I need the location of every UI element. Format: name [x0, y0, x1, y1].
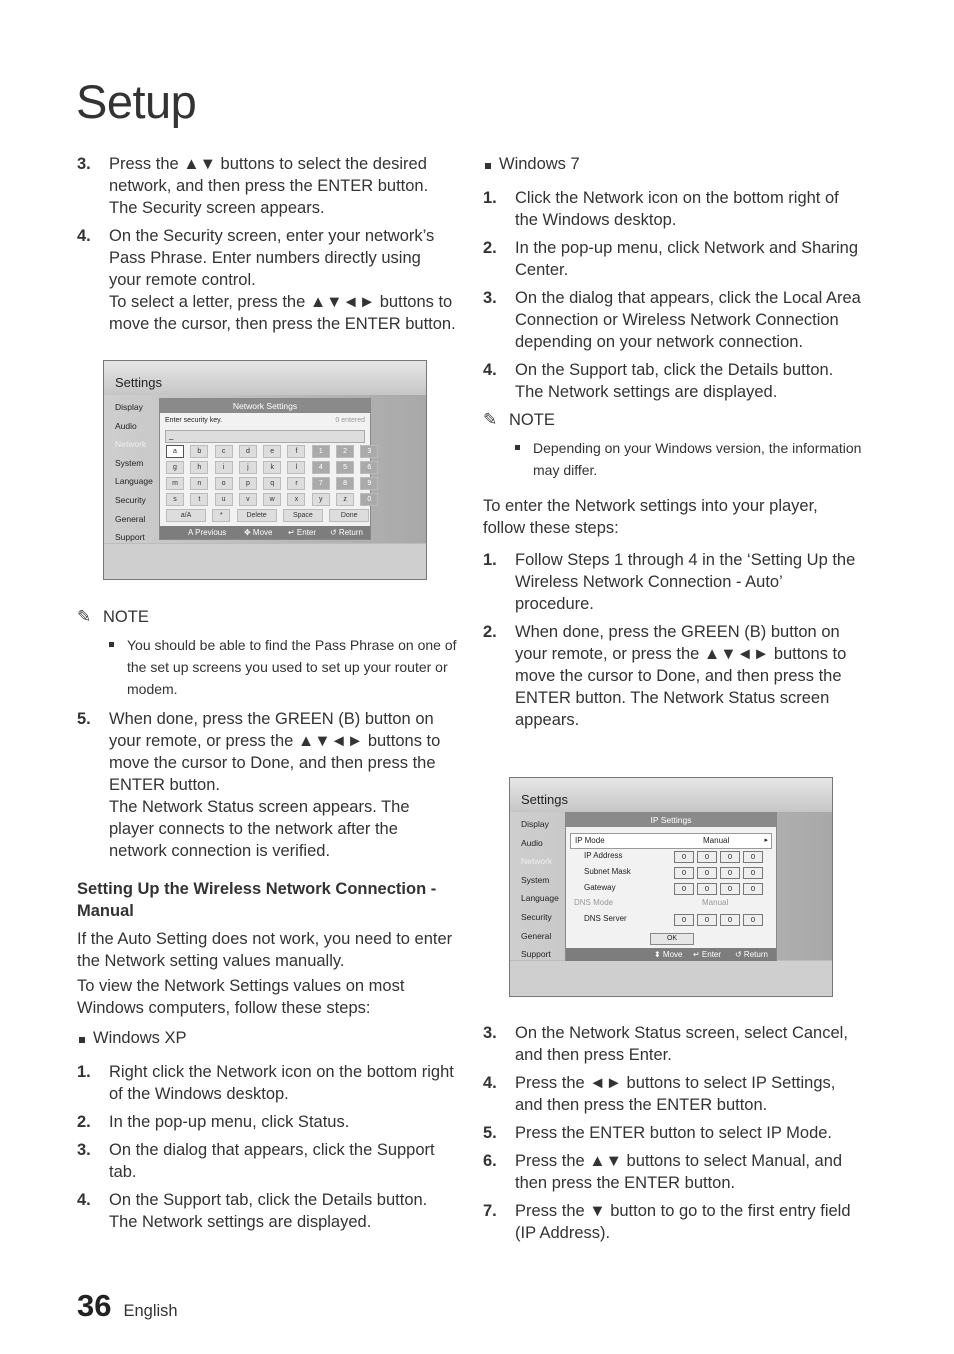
bullet-square-icon [109, 642, 114, 647]
note-heading [483, 409, 863, 431]
subnet-mask-octet[interactable]: 0 [697, 867, 717, 879]
paragraph: To enter the Network settings into your player, follow these steps: [483, 497, 818, 537]
key[interactable]: p [239, 477, 257, 490]
menu-item-general[interactable]: General [115, 513, 146, 524]
step-text: On the dialog that appears, click the Support tab. [109, 1141, 435, 1181]
gateway-octet[interactable]: 0 [697, 883, 717, 895]
network-settings-screenshot [103, 360, 427, 580]
security-key-input[interactable]: _ [165, 430, 365, 443]
bullet-square-icon [515, 445, 520, 450]
key[interactable]: w [263, 493, 281, 506]
enter-hint: ↵ Enter [693, 950, 722, 959]
menu-item-audio[interactable]: Audio [115, 420, 137, 431]
step-number: 4. [483, 1074, 497, 1092]
right-column-lower [483, 1022, 863, 1250]
right-column [483, 153, 863, 737]
dns-server-label: DNS Server [584, 914, 627, 923]
step-c-7 [483, 1200, 863, 1244]
dialog-footer [160, 526, 370, 539]
key[interactable]: o [215, 477, 233, 490]
note-item [109, 634, 457, 700]
gateway-octet[interactable]: 0 [743, 883, 763, 895]
paragraph: If the Auto Setting does not work, you need to enter the Network setting values manually. [77, 930, 453, 970]
step-text: When done, press the GREEN (B) button on your remote, or press the ▲▼◄► buttons to move the cursor to Done, and then press the ENTER button. [109, 710, 441, 794]
xp-step-3 [77, 1139, 457, 1183]
step-text: When done, press the GREEN (B) button on your remote, or press the ▲▼◄► buttons to move the cursor to Done, and then press the ENTER button. The Network Status screen appears. [515, 623, 847, 729]
menu-item-display[interactable]: Display [521, 819, 549, 829]
dns-mode-label: DNS Mode [574, 898, 614, 907]
menu-item-network[interactable]: Network [115, 439, 147, 450]
screen-header-title: Settings [521, 792, 568, 807]
screen-header [104, 361, 426, 395]
step-b-2 [483, 621, 863, 731]
key[interactable]: 0 [360, 493, 378, 506]
step-number: 3. [77, 1141, 91, 1159]
note-text: Depending on your Windows version, the information may differ. [533, 440, 862, 478]
done-key[interactable]: Done [329, 509, 369, 522]
bullet-text: Windows XP [93, 1029, 187, 1047]
step-number: 5. [77, 710, 91, 728]
screen-main [104, 395, 426, 543]
step-text: On the Security screen, enter your network’s Pass Phrase. Enter numbers directly using your remote control. [109, 227, 435, 289]
left-column-lower [77, 600, 457, 1239]
key[interactable]: b [190, 445, 208, 458]
screen-header-title: Settings [115, 375, 162, 390]
key[interactable]: v [239, 493, 257, 506]
enter-hint: ↵ Enter [288, 528, 317, 537]
dialog-title: IP Settings [566, 813, 776, 827]
step-text: On the dialog that appears, click the Local Area Connection or Wireless Network Connection depending on your network connection. [515, 289, 861, 351]
settings-menu [115, 402, 153, 551]
page-number: 36 [77, 1288, 112, 1323]
key[interactable]: i [215, 461, 233, 474]
return-hint: ↺ Return [735, 950, 768, 959]
step-number: 4. [77, 1191, 91, 1209]
key[interactable]: h [190, 461, 208, 474]
page-title: Setup [76, 75, 197, 128]
menu-item-display[interactable]: Display [115, 402, 143, 412]
ip-address-row [570, 849, 772, 863]
step-4 [77, 225, 457, 335]
return-hint: ↺ Return [330, 528, 363, 537]
key[interactable]: z [336, 493, 354, 506]
dns-server-octet[interactable]: 0 [674, 914, 694, 926]
menu-item-security[interactable]: Security [115, 494, 146, 505]
menu-item-language[interactable]: Language [521, 893, 559, 904]
network-settings-dialog [159, 398, 371, 540]
step-text: On the Support tab, click the Details button. The Network settings are displayed. [515, 361, 834, 401]
key[interactable]: 4 [312, 461, 330, 474]
gateway-octet[interactable]: 0 [720, 883, 740, 895]
ip-address-octet[interactable]: 0 [697, 851, 717, 863]
xp-step-1 [77, 1061, 457, 1105]
bullet-square-icon [485, 163, 491, 169]
key[interactable]: f [287, 445, 305, 458]
key[interactable]: 8 [336, 477, 354, 490]
step-text: Click the Network icon on the bottom right of the Windows desktop. [515, 189, 839, 229]
dialog-title: Network Settings [160, 399, 370, 413]
menu-item-network[interactable]: Network [521, 856, 553, 867]
keyboard-row-4 [166, 493, 385, 506]
step-number: 4. [483, 361, 497, 379]
step-number: 5. [483, 1124, 497, 1142]
menu-item-support[interactable]: Support [115, 532, 145, 543]
key[interactable]: j [239, 461, 257, 474]
page-language: English [123, 1302, 178, 1320]
w7-step-1 [483, 187, 863, 231]
step-c-3 [483, 1022, 863, 1066]
note-text: You should be able to find the Pass Phrase on one of the set up screens you used to set up your router or modem. [127, 637, 457, 697]
step-c-5 [483, 1122, 863, 1144]
subnet-mask-row [570, 865, 772, 879]
step-number: 3. [77, 155, 91, 173]
step-text: The Network Status screen appears. The player connects to the network after the network connection is verified. [109, 798, 410, 860]
ip-settings-dialog [565, 812, 777, 962]
step-number: 4. [77, 227, 91, 245]
gateway-label: Gateway [584, 883, 616, 892]
step-5 [77, 708, 457, 862]
step-number: 7. [483, 1202, 497, 1220]
step-b-1 [483, 549, 863, 615]
key[interactable]: x [287, 493, 305, 506]
ok-button[interactable]: OK [650, 933, 694, 945]
key[interactable]: c [215, 445, 233, 458]
step-c-6 [483, 1150, 863, 1194]
ip-mode-label: IP Mode [575, 836, 605, 845]
key[interactable]: y [312, 493, 330, 506]
key[interactable]: 3 [360, 445, 378, 458]
xp-step-2 [77, 1111, 457, 1133]
screen-main [510, 812, 832, 960]
menu-item-system[interactable]: System [115, 457, 144, 468]
page-footer [77, 1288, 178, 1324]
key[interactable]: 7 [312, 477, 330, 490]
key[interactable]: 2 [336, 445, 354, 458]
key[interactable]: l [287, 461, 305, 474]
key[interactable]: m [166, 477, 184, 490]
paragraph: To view the Network Settings values on most Windows computers, follow these steps: [77, 977, 405, 1017]
key[interactable]: t [190, 493, 208, 506]
ip-mode-row[interactable] [570, 833, 772, 849]
keyboard-row-1 [166, 445, 385, 458]
key[interactable]: g [166, 461, 184, 474]
dns-server-octet[interactable]: 0 [743, 914, 763, 926]
step-number: 1. [483, 189, 497, 207]
key[interactable]: q [263, 477, 281, 490]
gateway-row [570, 881, 772, 895]
menu-item-security[interactable]: Security [521, 911, 552, 922]
subnet-mask-octet[interactable]: 0 [743, 867, 763, 879]
ip-address-octet[interactable]: 0 [674, 851, 694, 863]
step-text: To select a letter, press the ▲▼◄► buttons to move the cursor, then press the ENTER button. [109, 293, 456, 333]
gateway-octet[interactable]: 0 [674, 883, 694, 895]
keyboard-row-bottom [166, 509, 375, 522]
ip-mode-value: Manual [703, 836, 730, 845]
case-toggle-key[interactable]: a/A [166, 509, 206, 522]
previous-hint: A Previous [188, 528, 227, 537]
key[interactable]: a [166, 445, 184, 458]
key[interactable]: s [166, 493, 184, 506]
step-text: Press the ENTER button to select IP Mode. [515, 1124, 833, 1142]
bullet-square-icon [79, 1037, 85, 1043]
space-key[interactable]: Space [283, 509, 323, 522]
step-text: On the Network Status screen, select Cancel, and then press Enter. [515, 1024, 848, 1064]
step-text: Press the ▼ button to go to the first entry field (IP Address). [515, 1202, 851, 1242]
key[interactable]: 9 [360, 477, 378, 490]
keyboard-row-3 [166, 477, 385, 490]
step-text: On the Support tab, click the Details button. The Network settings are displayed. [109, 1191, 428, 1231]
w7-step-4 [483, 359, 863, 403]
ip-address-octet[interactable]: 0 [743, 851, 763, 863]
windows-7-bullet [483, 153, 863, 175]
menu-item-audio[interactable]: Audio [521, 837, 543, 848]
step-text: Press the ◄► buttons to select IP Settings, and then press the ENTER button. [515, 1074, 836, 1114]
subnet-mask-octet[interactable]: 0 [720, 867, 740, 879]
dns-server-octet[interactable]: 0 [697, 914, 717, 926]
keyboard-row-2 [166, 461, 385, 474]
note-label: NOTE [509, 411, 555, 429]
step-text: The Security screen appears. [109, 199, 325, 217]
step-number: 2. [483, 239, 497, 257]
key[interactable]: r [287, 477, 305, 490]
step-text: Press the ▲▼ buttons to select Manual, and then press the ENTER button. [515, 1152, 843, 1192]
dns-mode-value: Manual [702, 898, 729, 907]
dns-server-row [570, 912, 772, 926]
ip-address-label: IP Address [584, 851, 623, 860]
settings-menu [521, 819, 559, 968]
dns-mode-row[interactable] [570, 896, 772, 910]
key[interactable]: n [190, 477, 208, 490]
key[interactable]: e [263, 445, 281, 458]
delete-key[interactable]: Delete [237, 509, 277, 522]
w7-step-2 [483, 237, 863, 281]
bullet-text: Windows 7 [499, 155, 580, 173]
dialog-footer [566, 948, 776, 961]
step-text: Right click the Network icon on the bottom right of the Windows desktop. [109, 1063, 454, 1103]
key[interactable]: 6 [360, 461, 378, 474]
step-number: 3. [483, 289, 497, 307]
asterisk-key[interactable]: * [212, 509, 230, 522]
key[interactable]: k [263, 461, 281, 474]
step-number: 3. [483, 1024, 497, 1042]
step-number: 6. [483, 1152, 497, 1170]
note-item [515, 437, 863, 481]
step-number: 1. [483, 551, 497, 569]
chevron-right-icon: ▸ [764, 837, 768, 844]
screen-header [510, 778, 832, 812]
note-label: NOTE [103, 608, 149, 626]
dns-server-octet[interactable]: 0 [720, 914, 740, 926]
ip-address-octet[interactable]: 0 [720, 851, 740, 863]
move-hint: ✥ Move [244, 528, 273, 537]
screen-footer [510, 961, 832, 996]
menu-item-system[interactable]: System [521, 874, 550, 885]
windows-xp-bullet [77, 1027, 457, 1049]
screen-footer [104, 544, 426, 579]
step-text: Follow Steps 1 through 4 in the ‘Setting Up the Wireless Network Connection - Auto’ procedure. [515, 551, 856, 613]
ip-settings-screenshot [509, 777, 833, 997]
key[interactable]: d [239, 445, 257, 458]
step-text: Press the ▲▼ buttons to select the desired network, and then press the ENTER button. [109, 155, 429, 195]
xp-step-4 [77, 1189, 457, 1233]
left-column [77, 153, 457, 341]
step-text: In the pop-up menu, click Network and Sharing Center. [515, 239, 859, 279]
step-text: In the pop-up menu, click Status. [109, 1113, 350, 1131]
entered-count: 0 entered [335, 417, 365, 424]
key[interactable]: u [215, 493, 233, 506]
step-number: 1. [77, 1063, 91, 1081]
security-key-prompt: Enter security key. [165, 417, 223, 424]
step-c-4 [483, 1072, 863, 1116]
w7-step-3 [483, 287, 863, 353]
step-number: 2. [77, 1113, 91, 1131]
move-hint: ⬍ Move [654, 950, 683, 959]
note-heading [77, 606, 457, 628]
menu-item-general[interactable]: General [521, 930, 552, 941]
section-heading: Setting Up the Wireless Network Connection - Manual [77, 880, 437, 920]
step-number: 2. [483, 623, 497, 641]
pencil-icon: ✎ [483, 410, 498, 429]
menu-item-language[interactable]: Language [115, 476, 153, 487]
key[interactable]: 5 [336, 461, 354, 474]
subnet-mask-label: Subnet Mask [584, 867, 631, 876]
subnet-mask-octet[interactable]: 0 [674, 867, 694, 879]
step-3 [77, 153, 457, 219]
key[interactable]: 1 [312, 445, 330, 458]
pencil-icon: ✎ [77, 607, 92, 626]
menu-item-support[interactable]: Support [521, 949, 551, 960]
